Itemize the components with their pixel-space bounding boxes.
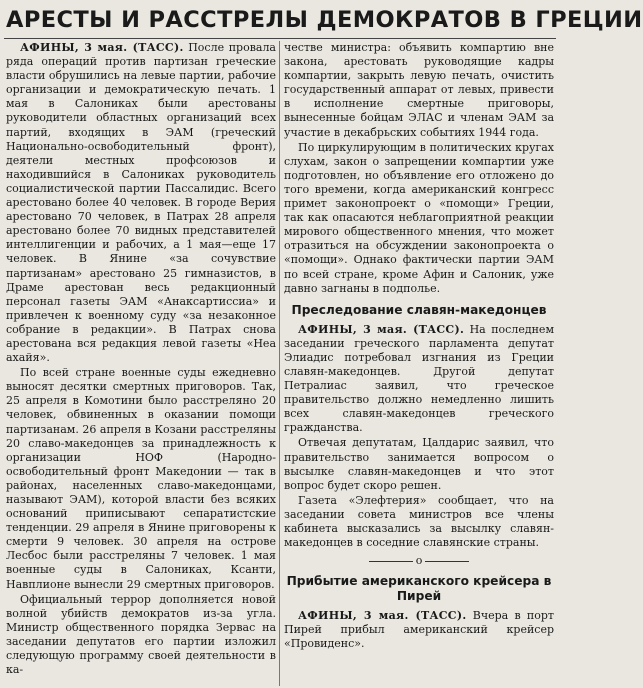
article-paragraph: Отвечая депутатам, Цалдарис заявил, что правительство занимается вопросом о высылке славян-македонцев и что этот вопрос будет скоро решен.	[284, 436, 554, 492]
section-heading: Прибытие американского крейсера в Пирей	[286, 574, 552, 604]
article-paragraph: По циркулирующим в политических кругах слухам, закон о запрещении компартии уже подготовлен, но объявление его отложено до того времени, когда американский конгресс примет законопроект о «помощи» Греции, так как опасаются неблагоприятной реакции мирового общественного мнения, что может отразиться на обсуждении законопроекта о «помощи». Однако фактически партии ЭАМ по всей стране, кроме Афин и Салоник, уже давно загнаны в подполье.	[284, 140, 554, 295]
paragraph-text: Вчера в порт Пирей прибыл американский крейсер «Провиденс».	[284, 609, 555, 651]
paragraph-text: На последнем заседании греческого парламента депутат Элиадис потребовал изгнания из Греции славян-македонцев. Другой депутат Петралиас заявил, что греческое правительство должно немедленно лишить всех славян-македонцев греческого гражданства.	[284, 322, 554, 435]
article-paragraph: честве министра: объявить компартию вне закона, арестовать руководящие кадры компартии, закрыть левую печать, очистить государственный аппарат от левых, привести в исполнение смертные приговоры, вынесенные бойцам ЭЛАС и членам ЭАМ за участие в декабрьских событиях 1944 года.	[284, 41, 554, 139]
paragraph-text: После провала ряда операций против партизан греческие власти обрушились на левые партии, рабочие организации и демократическую печать. 1 мая в Салониках были арестованы руководители областных организаций всех партий, входящих в ЭАМ (греческий Национально-освободительный фронт), деятели местных профсоюзов и находившийся в Салониках руководитель социалистической партии Пассалидис. Всего арестовано более 40 человек. В городе Верия арестовано 70 человек, в Патрах 28 апреля арестовано более 70 видных представителей интеллигенции и рабочих, а 1 мая—еще 17 человек. В Янине «за сочувствие партизанам» арестовано 25 гимназистов, в Драме арестован весь редакционный персонал газеты ЭАМ «Анаксартиссиа» и привлечен к военному суду «за незаконное собрание в редакции». В Патрах снова арестована вся редакция левой газеты «Неа ахайя».	[6, 41, 276, 365]
dateline: АФИНЫ, 3 мая. (ТАСС).	[298, 322, 465, 336]
divider-line	[425, 561, 469, 562]
section-divider	[284, 555, 554, 567]
divider-line	[369, 561, 413, 562]
right-column	[284, 41, 554, 686]
dateline: АФИНЫ, 3 мая. (ТАСС).	[298, 609, 467, 623]
article-paragraph: Официальный террор дополняется новой волной убийств демократов из-за угла. Министр общественного порядка Зервас на заседании депутатов его партии изложил следующую программу своей деятельности в ка-	[6, 592, 276, 677]
left-column	[6, 41, 276, 686]
section-heading: Преследование славян-македонцев	[291, 302, 547, 317]
article-paragraph	[284, 609, 554, 651]
column-separator	[279, 41, 280, 686]
headline-rule	[4, 38, 556, 39]
divider-mark: о	[415, 554, 423, 568]
article-paragraph	[6, 41, 276, 365]
article-paragraph	[284, 323, 554, 436]
article-paragraph: По всей стране военные суды ежедневно выносят десятки смертных приговоров. Так, 25 апреля в Комотини было расстреляно 20 человек, обвиненных в оказании помощи партизанам. 26 апреля в Козани расстреляны 20 славо-македонцев за принадлежность к организации НОФ (Народно-освободительный фронт Македонии — так в районах, населенных славо-македонцами, называют ЭАМ), которой власти без всяких оснований приписывают сепаратистские тенденции. 29 апреля в Янине приговорены к смерти 9 человек. 30 апреля на острове Лесбос были расстреляны 7 человек. 1 мая военные суды в Салониках, Ксанти, Навплионе вынесли 29 смертных приговоров.	[6, 366, 276, 591]
page-headline: АРЕСТЫ И РАССТРЕЛЫ ДЕМОКРАТОВ В ГРЕЦИИ	[6, 7, 643, 33]
dateline: АФИНЫ, 3 мая. (ТАСС).	[20, 41, 184, 54]
article-paragraph: Газета «Элефтерия» сообщает, что на заседании совета министров все члены кабинета высказались за высылку славян-македонцев в соседние славянские страны.	[284, 493, 554, 550]
